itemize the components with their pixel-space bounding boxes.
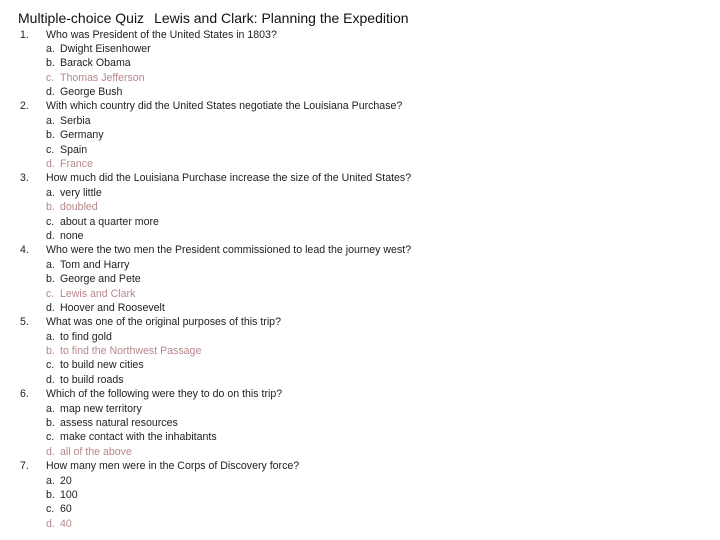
option-text: France (60, 158, 93, 171)
option-letter: c. (46, 503, 55, 516)
quiz-title-label: Multiple-choice Quiz (18, 10, 145, 26)
question-number: 7. (20, 460, 29, 473)
option-text: 60 (60, 503, 72, 516)
question-text: What was one of the original purposes of this trip? (46, 316, 281, 329)
option-letter: a. (46, 474, 55, 487)
page-title (18, 9, 409, 27)
question-number: 3. (20, 172, 29, 185)
option-letter: c. (46, 71, 55, 84)
option-letter: a. (46, 330, 55, 343)
option-text: 100 (60, 489, 78, 501)
option-text: Dwight Eisenhower (60, 42, 151, 55)
option-text: assess natural resources (60, 417, 178, 430)
option-letter: a. (46, 402, 55, 415)
option-text: make contact with the inhabitants (60, 431, 217, 444)
option-text: Germany (60, 129, 104, 142)
option-text: Lewis and Clark (60, 287, 136, 300)
option-letter: c. (46, 143, 55, 156)
option-letter: b. (46, 273, 55, 286)
option-letter: a. (46, 42, 55, 55)
option-letter: a. (46, 186, 55, 199)
option-text: to find gold (60, 330, 112, 343)
option-letter: c. (46, 359, 55, 372)
option-letter: d. (46, 86, 55, 99)
option-text: none (60, 229, 84, 242)
question-number: 2. (20, 100, 29, 113)
option-text: all of the above (60, 445, 132, 458)
option-letter: d. (46, 229, 55, 242)
option-letter: d. (46, 373, 55, 386)
option-text: 40 (60, 517, 72, 530)
question-text: Who were the two men the President commissioned to lead the journey west? (46, 244, 412, 257)
option-letter: b. (46, 201, 55, 214)
option-letter: b. (46, 129, 55, 142)
option-letter: d. (46, 517, 55, 530)
question-number: 5. (20, 316, 29, 329)
option-letter: a. (46, 258, 55, 271)
option-letter: d. (46, 445, 55, 458)
option-letter: b. (46, 489, 55, 501)
option-letter: b. (46, 57, 55, 70)
option-text: very little (60, 186, 102, 199)
option-text: George and Pete (60, 273, 141, 286)
option-text: about a quarter more (60, 215, 159, 228)
option-text: to build roads (60, 373, 124, 386)
option-letter: b. (46, 417, 55, 430)
option-text: Barack Obama (60, 57, 131, 70)
option-text: Serbia (60, 114, 91, 127)
option-text: 20 (60, 474, 72, 487)
quiz-title-topic: Lewis and Clark: Planning the Expedition (154, 10, 409, 26)
option-letter: d. (46, 301, 55, 314)
question-text: How much did the Louisiana Purchase increase the size of the United States? (46, 172, 412, 185)
option-letter: c. (46, 431, 55, 444)
option-text: to find the Northwest Passage (60, 345, 202, 358)
question-number: 4. (20, 244, 29, 257)
option-text: Hoover and Roosevelt (60, 301, 165, 314)
option-text: to build new cities (60, 359, 144, 372)
option-text: Thomas Jefferson (60, 71, 145, 84)
option-letter: b. (46, 345, 55, 358)
option-letter: d. (46, 158, 55, 171)
option-letter: c. (46, 287, 55, 300)
question-number: 6. (20, 388, 29, 401)
question-text: Which of the following were they to do on this trip? (46, 388, 283, 401)
option-text: Tom and Harry (60, 258, 130, 271)
question-text: With which country did the United States negotiate the Louisiana Purchase? (46, 100, 403, 113)
option-text: map new territory (60, 402, 142, 415)
option-text: Spain (60, 143, 88, 156)
question-number: 1. (20, 28, 29, 41)
option-letter: c. (46, 215, 55, 228)
question-text: How many men were in the Corps of Discovery force? (46, 460, 300, 473)
option-text: George Bush (60, 86, 123, 99)
option-text: doubled (60, 201, 98, 214)
option-letter: a. (46, 114, 55, 127)
question-text: Who was President of the United States in 1803? (46, 28, 277, 41)
